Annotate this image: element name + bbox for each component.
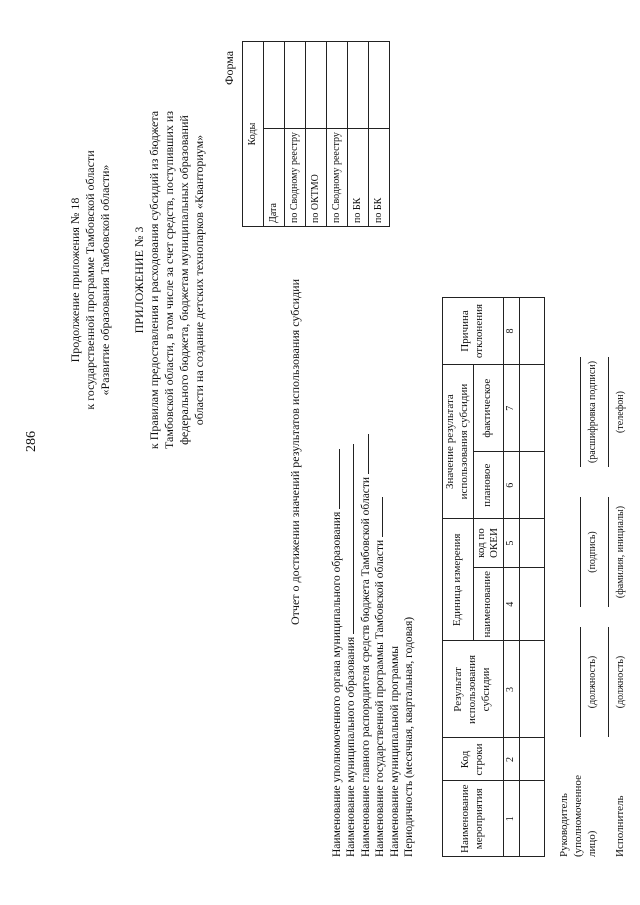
- exec-name-line: [608, 497, 609, 607]
- col-unit-okei: код по ОКЕИ: [473, 519, 504, 568]
- head-signature: [558, 237, 599, 857]
- codes-row-date: Дата: [264, 129, 285, 227]
- codes-value: [369, 42, 390, 129]
- codes-value: [327, 42, 348, 129]
- document-sheet: [60, 35, 626, 875]
- table-cell: [519, 738, 544, 781]
- head-signature-line: [580, 497, 581, 607]
- table-cell: [519, 452, 544, 519]
- head-label: Руководитель: [558, 793, 570, 857]
- appendix-block: [132, 45, 207, 515]
- col-value-plan: плановое: [473, 452, 504, 519]
- header-line-3: «Развитие образования Тамбовской области»: [98, 164, 112, 396]
- exec-position-caption: (должность): [614, 655, 626, 709]
- field-state-program: Наименование государственной программы Тамбовской области: [373, 237, 387, 857]
- header-line-2: к государственной программе Тамбовской области: [83, 150, 97, 410]
- appendix-text-4: области на создание детских технопарков «Кванториум»: [192, 134, 206, 426]
- codes-value: [264, 42, 285, 129]
- codes-value: [306, 42, 327, 129]
- col-result: Результат использования субсидии: [443, 641, 504, 738]
- appendix-text-3: федерального бюджета, бюджетам муниципальных образований: [177, 115, 191, 445]
- col-reason: Причина отклонения: [443, 298, 504, 365]
- col-value-fact: фактическое: [473, 365, 504, 452]
- report-title: Отчет о достижении значений результатов использования субсидии: [288, 278, 302, 625]
- col-value: Значение результата использования субсидии: [443, 365, 474, 519]
- codes-table: [242, 41, 390, 227]
- table-cell: [519, 781, 544, 857]
- field-municipal-program: Наименование муниципальной программы: [388, 646, 401, 857]
- codes-header: Коды: [243, 42, 264, 227]
- codes-value: [285, 42, 306, 129]
- column-number: 2: [504, 738, 520, 781]
- head-decode-line: [580, 357, 581, 467]
- field-periodicity: Периодичность (месячная, квартальная, годовая): [402, 616, 415, 857]
- column-number: 5: [504, 519, 520, 568]
- results-table: [442, 297, 545, 857]
- field-municipality: Наименование муниципального образования: [344, 237, 358, 857]
- appendix-text-2: Тамбовской области, в том числе за счет средств, поступивших из: [162, 111, 176, 450]
- col-unit: Единица измерения: [443, 519, 474, 641]
- table-cell: [519, 519, 544, 568]
- program-header: [68, 45, 113, 515]
- header-line-1: Продолжение приложения № 18: [68, 197, 82, 363]
- table-cell: [519, 567, 544, 640]
- executor-signature: [600, 237, 628, 857]
- column-number: 4: [504, 567, 520, 640]
- field-authority: Наименование уполномоченного органа муниципального образования: [330, 237, 344, 857]
- head-position-line: [580, 627, 581, 737]
- codes-row-bk: по БК: [348, 129, 369, 227]
- head-position-caption: (должность): [586, 655, 598, 709]
- col-code: Код строки: [443, 738, 504, 781]
- executor-label: Исполнитель: [613, 795, 626, 857]
- exec-position-line: [608, 627, 609, 737]
- codes-row-registry: по Сводному реестру: [285, 129, 306, 227]
- codes-value: [348, 42, 369, 129]
- table-cell: [519, 365, 544, 452]
- column-number: 1: [504, 781, 520, 857]
- head-label-sub: (уполномоченное лицо): [571, 775, 598, 857]
- head-decode-caption: (расшифровка подписи): [586, 360, 598, 464]
- col-unit-name: наименование: [473, 567, 504, 640]
- codes-row-oktmo: по ОКТМО: [306, 129, 327, 227]
- table-cell: [519, 298, 544, 365]
- head-signature-caption: (подпись): [586, 531, 598, 573]
- table-cell: [519, 641, 544, 738]
- page-number: 286: [24, 431, 39, 452]
- report-fields: [330, 237, 416, 857]
- codes-row-bk-2: по БК: [369, 129, 390, 227]
- column-number: 8: [504, 298, 520, 365]
- appendix-title: ПРИЛОЖЕНИЕ № 3: [132, 226, 146, 334]
- exec-phone-caption: (телефон): [614, 391, 626, 433]
- exec-name-caption: (фамилия, инициалы): [614, 505, 626, 599]
- column-number: 6: [504, 452, 520, 519]
- form-label: Форма: [222, 50, 236, 85]
- codes-row-registry-2: по Сводному реестру: [327, 129, 348, 227]
- field-main-distributor: Наименование главного распорядителя средств бюджета Тамбовской области: [359, 237, 373, 857]
- column-number: 7: [504, 365, 520, 452]
- col-event: Наименование мероприятия: [443, 781, 504, 857]
- exec-phone-line: [608, 357, 609, 467]
- column-number: 3: [504, 641, 520, 738]
- appendix-text-1: к Правилам предоставления и расходования субсидий из бюджета: [147, 110, 161, 450]
